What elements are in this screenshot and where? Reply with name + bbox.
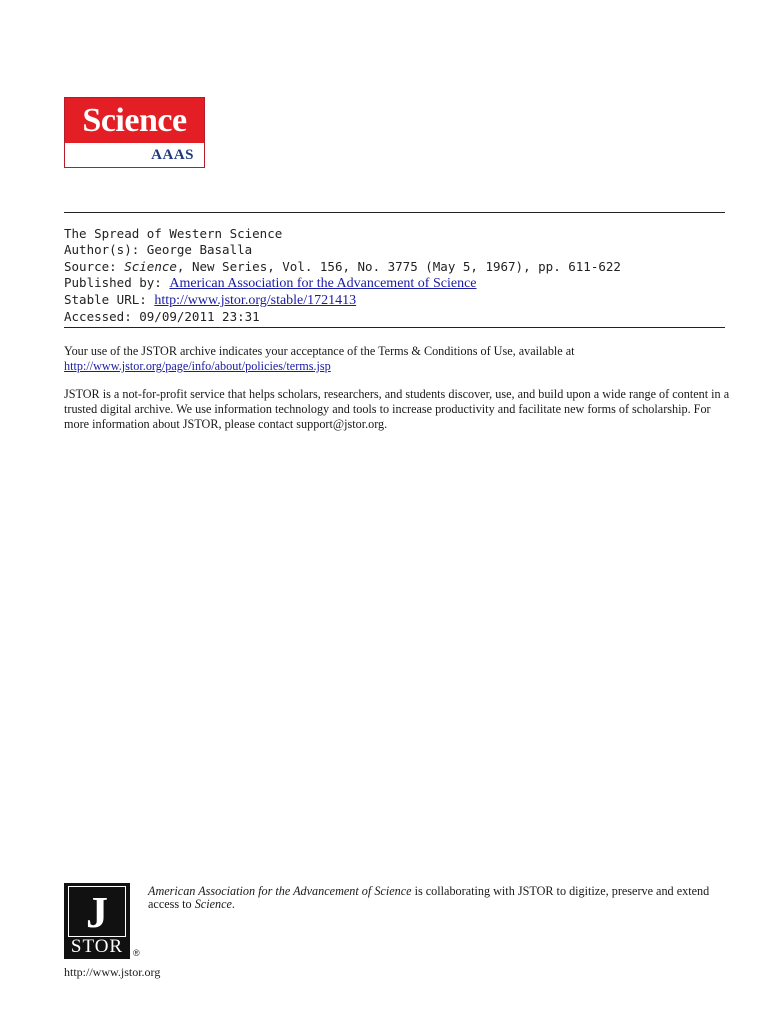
bottom-divider bbox=[64, 327, 725, 328]
jstor-home-link[interactable]: http://www.jstor.org bbox=[64, 965, 161, 979]
stable-url-label: Stable URL: bbox=[64, 292, 147, 308]
collab-end: . bbox=[231, 897, 235, 911]
jstor-logo-word: STOR bbox=[70, 936, 124, 957]
jstor-logo bbox=[64, 883, 130, 959]
article-title: The Spread of Western Science bbox=[64, 226, 283, 241]
stable-url-line bbox=[64, 292, 724, 309]
top-divider bbox=[64, 212, 725, 213]
publisher-label: Published by: bbox=[64, 274, 162, 290]
science-aaas-logo bbox=[64, 97, 205, 168]
logo-aaas-wordmark: AAAS bbox=[151, 147, 194, 163]
author-label: Author(s): bbox=[64, 242, 140, 258]
collaboration-note bbox=[148, 885, 718, 911]
source-label: Source: bbox=[64, 258, 117, 274]
publisher-line bbox=[64, 275, 724, 292]
citation-block bbox=[64, 226, 724, 326]
source-journal: Science bbox=[124, 258, 177, 274]
terms-paragraph bbox=[64, 344, 734, 374]
source-details: , New Series, Vol. 156, No. 3775 (May 5, 1967), pp. 611-622 bbox=[176, 258, 621, 274]
accessed-line: Accessed: 09/09/2011 23:31 bbox=[64, 309, 260, 325]
collab-journal: Science bbox=[194, 897, 232, 911]
registered-mark: ® bbox=[133, 948, 140, 958]
terms-link[interactable]: http://www.jstor.org/page/info/about/policies/terms.jsp bbox=[64, 359, 331, 373]
author-name: George Basalla bbox=[146, 242, 253, 258]
about-jstor-paragraph: JSTOR is a not-for-profit service that helps scholars, researchers, and students discover, use, and build upon a wide range of content in a trusted digital archive. We use information technology and tools to increase productivity and facilitate new forms of scholarship. For more information about JSTOR, please contact support@jstor.org. bbox=[64, 387, 730, 431]
jstor-logo-letter: J bbox=[86, 888, 108, 937]
author-line bbox=[64, 242, 724, 258]
terms-text: Your use of the JSTOR archive indicates your acceptance of the Terms & Conditions of Use, available at bbox=[64, 344, 575, 358]
publisher-link[interactable]: American Association for the Advancement of Science bbox=[169, 275, 477, 291]
source-line bbox=[64, 259, 724, 275]
collab-org: American Association for the Advancement of Science bbox=[148, 884, 412, 898]
logo-science-wordmark: Science bbox=[65, 98, 204, 143]
stable-url-link[interactable]: http://www.jstor.org/stable/1721413 bbox=[154, 293, 357, 309]
collab-text: is collaborating with JSTOR to digitize, preserve and extend access to bbox=[148, 884, 710, 911]
jstor-ornament-icon bbox=[68, 886, 126, 937]
